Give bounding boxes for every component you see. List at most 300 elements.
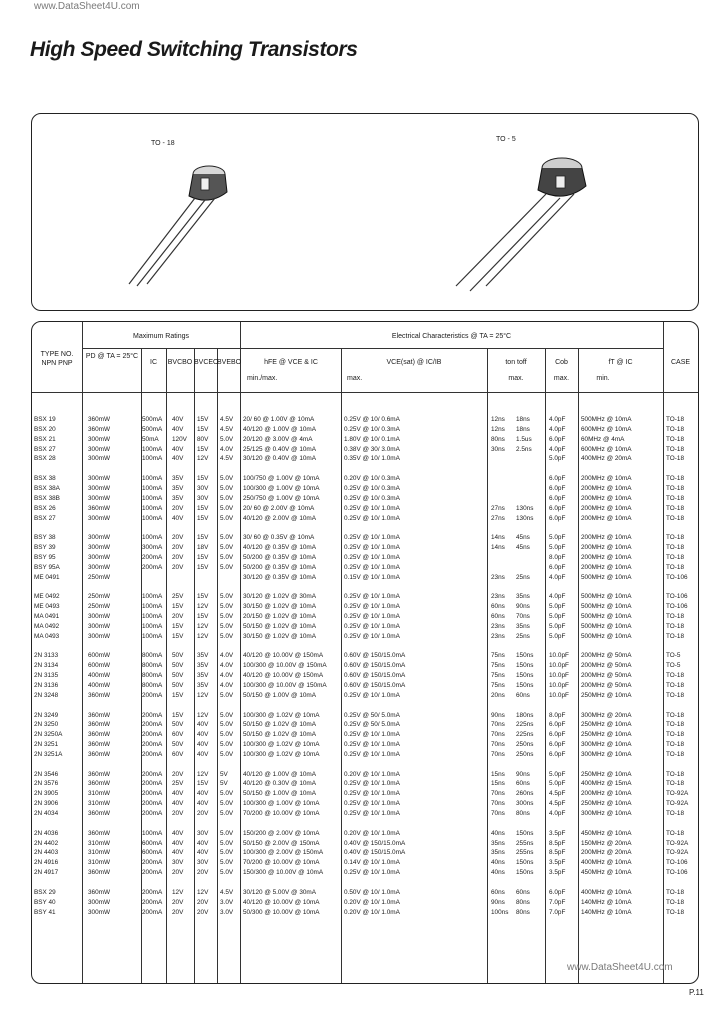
ft-cell: 500MHz @ 10mA — [581, 632, 632, 640]
type-cell: 2N 3546 — [34, 770, 59, 778]
ft-cell: 60MHz @ 4mA — [581, 435, 625, 443]
package-label-right: TO - 5 — [496, 136, 516, 143]
hfe-cell: 30/150 @ 1.02V @ 10mA — [243, 603, 317, 611]
bvebo-cell: 5.0V — [220, 859, 234, 867]
ton-cell: 60ns — [491, 603, 505, 611]
ic-cell: 100mA — [142, 829, 163, 837]
package-label-left: TO - 18 — [151, 140, 175, 147]
case-cell: TO-18 — [666, 770, 684, 778]
vcesat-cell: 0.25V @ 10/ 1.0mA — [344, 731, 400, 739]
vcesat-cell: 0.25V @ 10/ 1.0mA — [344, 869, 400, 877]
case-cell: TO-18 — [666, 908, 684, 916]
type-cell: 2N 3248 — [34, 691, 59, 699]
ft-cell: 200MHz @ 10mA — [581, 790, 632, 798]
bvcbo-cell: 40V — [172, 445, 184, 453]
vcesat-cell: 0.60V @ 150/15.0mA — [344, 652, 406, 660]
case-cell: TO-18 — [666, 731, 684, 739]
transistor-spec-table — [31, 321, 699, 984]
table-row — [32, 898, 698, 907]
cob-cell: 4.0pF — [549, 593, 566, 601]
table-row — [32, 553, 698, 562]
hfe-cell: 40/120 @ 0.30V @ 10mA — [243, 780, 317, 788]
hfe-cell: 70/200 @ 10.00V @ 10mA — [243, 810, 320, 817]
header-case: CASE — [670, 359, 691, 366]
ton-cell: 70ns — [491, 790, 505, 798]
table-row — [32, 720, 698, 729]
ft-cell: 140MHz @ 10mA — [581, 898, 632, 906]
table-row — [32, 582, 698, 591]
bvcbo-cell: 120V — [172, 435, 187, 443]
type-cell: 2N 3250A — [34, 731, 63, 739]
toff-cell: 90ns — [516, 603, 530, 611]
bvceo-cell: 20V — [197, 898, 209, 906]
pd-cell: 360mW — [88, 770, 111, 778]
vcesat-cell: 0.20V @ 10/ 1.0mA — [344, 829, 400, 837]
bvceo-cell: 12V — [197, 770, 209, 778]
type-cell: BSX 19 — [34, 416, 56, 423]
case-cell: TO-18 — [666, 504, 684, 512]
pd-cell: 360mW — [88, 750, 111, 758]
table-row — [32, 533, 698, 542]
hfe-cell: 40/120 @ 10.00V @ 10mA — [243, 898, 320, 906]
vcesat-cell: 0.20V @ 10/ 1.0mA — [344, 898, 400, 906]
bvcbo-cell: 35V — [172, 494, 184, 502]
bvceo-cell: 15V — [197, 534, 209, 542]
vcesat-cell: 0.25V @ 50/ 5.0mA — [344, 711, 400, 719]
header-vcesat: VCE(sat) @ IC/IB — [386, 359, 442, 366]
pd-cell: 300mW — [88, 898, 111, 906]
table-row — [32, 622, 698, 631]
page-title: High Speed Switching Transistors — [30, 38, 358, 61]
ft-cell: 250MHz @ 10mA — [581, 691, 632, 699]
cob-cell: 10.0pF — [549, 652, 569, 660]
hfe-cell: 100/750 @ 1.00V @ 10mA — [243, 475, 320, 483]
bvceo-cell: 40V — [197, 849, 209, 857]
ic-cell: 200mA — [142, 721, 163, 729]
type-cell: BSX 21 — [34, 435, 56, 443]
bvebo-cell: 5.0V — [220, 632, 234, 640]
ft-cell: 400MHz @ 10mA — [581, 859, 632, 867]
ic-cell: 100mA — [142, 632, 163, 640]
table-row — [32, 661, 698, 670]
pd-cell: 300mW — [88, 435, 111, 443]
ic-cell: 200mA — [142, 790, 163, 798]
bvceo-cell: 12V — [197, 632, 209, 640]
header-ton-sub: max. — [508, 375, 524, 382]
type-cell: 2N 4916 — [34, 859, 59, 867]
ic-cell: 200mA — [142, 691, 163, 699]
header-ton-toff: ton toff — [505, 359, 527, 366]
ft-cell: 250MHz @ 10mA — [581, 800, 632, 808]
case-cell: TO-18 — [666, 484, 684, 492]
table-row — [32, 523, 698, 532]
ton-cell: 14ns — [491, 534, 505, 542]
ic-cell: 800mA — [142, 672, 163, 680]
toff-cell: 35ns — [516, 593, 530, 601]
toff-cell: 150ns — [516, 652, 534, 660]
toff-cell: 225ns — [516, 731, 534, 739]
ton-cell: 12ns — [491, 416, 505, 423]
bvebo-cell: 5.0V — [220, 475, 234, 483]
bvceo-cell: 30V — [197, 829, 209, 837]
ft-cell: 500MHz @ 10mA — [581, 622, 632, 630]
vcesat-cell: 0.40V @ 150/15.0mA — [344, 849, 406, 857]
table-row — [32, 730, 698, 739]
table-row — [32, 425, 698, 434]
pd-cell: 310mW — [88, 790, 111, 798]
bvceo-cell: 12V — [197, 622, 209, 630]
bvebo-cell: 5.0V — [220, 731, 234, 739]
bvcbo-cell: 15V — [172, 603, 184, 611]
bvceo-cell: 15V — [197, 416, 209, 423]
vcesat-cell: 0.25V @ 10/ 1.0mA — [344, 544, 400, 552]
bvebo-cell: 5.0V — [220, 790, 234, 798]
vcesat-cell: 0.15V @ 10/ 1.0mA — [344, 573, 400, 581]
pd-cell: 360mW — [88, 425, 111, 433]
table-row — [32, 612, 698, 621]
cob-cell: 5.0pF — [549, 770, 566, 778]
case-cell: TO-18 — [666, 898, 684, 906]
pd-cell: 300mW — [88, 455, 111, 463]
ft-cell: 200MHz @ 10mA — [581, 553, 632, 561]
cob-cell: 6.0pF — [549, 563, 566, 571]
ft-cell: 300MHz @ 20mA — [581, 711, 632, 719]
header-ft-sub: min. — [596, 375, 610, 382]
vcesat-cell: 0.25V @ 10/ 1.0mA — [344, 534, 400, 542]
cob-cell: 6.0pF — [549, 504, 566, 512]
bvceo-cell: 12V — [197, 888, 209, 896]
bvcbo-cell: 20V — [172, 563, 184, 571]
ft-cell: 200MHz @ 10mA — [581, 475, 632, 483]
bvceo-cell: 15V — [197, 553, 209, 561]
pd-cell: 300mW — [88, 475, 111, 483]
bvebo-cell: 5.0V — [220, 829, 234, 837]
vcesat-cell: 0.20V @ 10/ 1.0mA — [344, 908, 400, 916]
hfe-cell: 30/150 @ 1.02V @ 10mA — [243, 632, 317, 640]
type-cell: 2N 3905 — [34, 790, 59, 798]
cob-cell: 7.0pF — [549, 908, 566, 916]
bvcbo-cell: 15V — [172, 691, 184, 699]
bvcbo-cell: 35V — [172, 484, 184, 492]
bvcbo-cell: 20V — [172, 869, 184, 877]
table-row — [32, 445, 698, 454]
bvebo-cell: 5.0V — [220, 553, 234, 561]
pd-cell: 300mW — [88, 544, 111, 552]
type-cell: 2N 4034 — [34, 810, 59, 817]
bvceo-cell: 12V — [197, 711, 209, 719]
bvebo-cell: 5.0V — [220, 869, 234, 877]
hfe-cell: 30/120 @ 0.40V @ 10mA — [243, 455, 317, 463]
ft-cell: 200MHz @ 10mA — [581, 544, 632, 552]
hfe-cell: 250/750 @ 1.00V @ 10mA — [243, 494, 320, 502]
ton-cell: 15ns — [491, 780, 505, 788]
bvcbo-cell: 60V — [172, 731, 184, 739]
vcesat-cell: 0.25V @ 10/ 1.0mA — [344, 691, 400, 699]
table-row — [32, 592, 698, 601]
toff-cell: 45ns — [516, 534, 530, 542]
type-cell: BSX 38A — [34, 484, 60, 492]
pd-cell: 360mW — [88, 780, 111, 788]
table-row — [32, 799, 698, 808]
table-row — [32, 415, 698, 424]
case-cell: TO-18 — [666, 416, 684, 423]
hfe-cell: 100/300 @ 10.00V @ 150mA — [243, 662, 327, 670]
vcesat-cell: 0.25V @ 10/ 1.0mA — [344, 613, 400, 620]
type-cell: BSY 41 — [34, 908, 56, 916]
cob-cell: 5.0pF — [549, 455, 566, 463]
cob-cell: 5.0pF — [549, 613, 566, 620]
table-row — [32, 642, 698, 651]
table-row — [32, 789, 698, 798]
toff-cell: 150ns — [516, 829, 534, 837]
vcesat-cell: 0.25V @ 10/ 0.3mA — [344, 425, 400, 433]
toff-cell: 150ns — [516, 869, 534, 877]
cob-cell: 10.0pF — [549, 662, 569, 670]
ton-cell: 14ns — [491, 544, 505, 552]
pd-cell: 310mW — [88, 849, 111, 857]
ft-cell: 300MHz @ 10mA — [581, 750, 632, 758]
toff-cell: 18ns — [516, 425, 530, 433]
header-ft: fT @ IC — [608, 359, 633, 366]
ton-cell: 80ns — [491, 435, 505, 443]
toff-cell: 255ns — [516, 849, 534, 857]
cob-cell: 8.0pF — [549, 553, 566, 561]
pd-cell: 250mW — [88, 593, 111, 601]
vcesat-cell: 0.25V @ 10/ 1.0mA — [344, 810, 400, 817]
table-row — [32, 454, 698, 463]
table-row — [32, 504, 698, 513]
table-row — [32, 474, 698, 483]
vcesat-cell: 0.20V @ 10/ 1.0mA — [344, 770, 400, 778]
type-cell: BSY 38 — [34, 534, 56, 542]
hfe-cell: 100/300 @ 1.02V @ 10mA — [243, 750, 320, 758]
bvceo-cell: 15V — [197, 504, 209, 512]
ton-cell: 27ns — [491, 514, 505, 522]
toff-cell: 150ns — [516, 672, 534, 680]
ft-cell: 200MHz @ 50mA — [581, 662, 632, 670]
ic-cell: 500mA — [142, 416, 163, 423]
bvceo-cell: 30V — [197, 484, 209, 492]
ic-cell: 100mA — [142, 494, 163, 502]
hfe-cell: 40/120 @ 10.00V @ 150mA — [243, 652, 324, 660]
package-illustration-box — [31, 113, 699, 311]
toff-cell: 80ns — [516, 908, 530, 916]
ft-cell: 500MHz @ 10mA — [581, 573, 632, 581]
table-row — [32, 711, 698, 720]
table-row — [32, 494, 698, 503]
ton-cell: 23ns — [491, 622, 505, 630]
case-cell: TO-92A — [666, 790, 689, 798]
type-cell: BSX 38 — [34, 475, 56, 483]
type-cell: ME 0491 — [34, 573, 60, 581]
ft-cell: 200MHz @ 10mA — [581, 494, 632, 502]
ft-cell: 200MHz @ 50mA — [581, 672, 632, 680]
ic-cell: 100mA — [142, 455, 163, 463]
bvceo-cell: 80V — [197, 435, 209, 443]
type-cell: BSX 28 — [34, 455, 56, 463]
header-bvceo: BVCEO — [194, 359, 219, 366]
pd-cell: 300mW — [88, 553, 111, 561]
toff-cell: 180ns — [516, 711, 534, 719]
vcesat-cell: 0.20V @ 10/ 0.3mA — [344, 475, 400, 483]
cob-cell: 6.0pF — [549, 494, 566, 502]
bvebo-cell: 4.0V — [220, 672, 234, 680]
type-cell: 2N 3134 — [34, 662, 59, 670]
table-row — [32, 543, 698, 552]
ft-cell: 250MHz @ 10mA — [581, 770, 632, 778]
ic-cell: 600mA — [142, 849, 163, 857]
bvebo-cell: 5.0V — [220, 711, 234, 719]
table-row — [32, 770, 698, 779]
hfe-cell: 50/200 @ 0.35V @ 10mA — [243, 563, 317, 571]
vcesat-cell: 0.38V @ 30/ 3.0mA — [344, 445, 400, 453]
case-cell: TO-106 — [666, 859, 688, 867]
cob-cell: 5.0pF — [549, 622, 566, 630]
table-row — [32, 651, 698, 660]
type-cell: BSX 27 — [34, 445, 56, 453]
case-cell: TO-18 — [666, 829, 684, 837]
toff-cell: 150ns — [516, 681, 534, 689]
bvebo-cell: 5.0V — [220, 534, 234, 542]
bvebo-cell: 5.0V — [220, 613, 234, 620]
ton-cell: 90ns — [491, 898, 505, 906]
case-cell: TO-106 — [666, 573, 688, 581]
hfe-cell: 150/200 @ 2.00V @ 10mA — [243, 829, 320, 837]
cob-cell: 3.5pF — [549, 859, 566, 867]
table-row — [32, 908, 698, 917]
ton-cell: 23ns — [491, 593, 505, 601]
bvebo-cell: 5.0V — [220, 563, 234, 571]
watermark-top: www.DataSheet4U.com — [34, 1, 140, 12]
toff-cell: 70ns — [516, 613, 530, 620]
ic-cell: 100mA — [142, 534, 163, 542]
bvceo-cell: 40V — [197, 800, 209, 808]
ton-cell: 75ns — [491, 672, 505, 680]
header-cob-sub: max. — [553, 375, 570, 382]
toff-cell: 25ns — [516, 632, 530, 640]
bvebo-cell: 3.0V — [220, 898, 234, 906]
case-cell: TO-92A — [666, 800, 689, 808]
to5-transistor-drawing — [442, 146, 602, 296]
pd-cell: 600mW — [88, 652, 111, 660]
ft-cell: 200MHz @ 10mA — [581, 504, 632, 512]
cob-cell: 10.0pF — [549, 672, 569, 680]
case-cell: TO-18 — [666, 475, 684, 483]
ic-cell: 100mA — [142, 603, 163, 611]
cob-cell: 8.5pF — [549, 849, 566, 857]
vcesat-cell: 0.60V @ 150/15.0mA — [344, 662, 406, 670]
case-cell: TO-18 — [666, 553, 684, 561]
ton-cell: 40ns — [491, 869, 505, 877]
ft-cell: 200MHz @ 20mA — [581, 849, 632, 857]
cob-cell: 6.0pF — [549, 484, 566, 492]
table-row — [32, 858, 698, 867]
table-row — [32, 740, 698, 749]
toff-cell: 225ns — [516, 721, 534, 729]
bvcbo-cell: 15V — [172, 632, 184, 640]
vcesat-cell: 0.50V @ 10/ 1.0mA — [344, 888, 400, 896]
pd-cell: 300mW — [88, 445, 111, 453]
bvcbo-cell: 40V — [172, 416, 184, 423]
cob-cell: 4.5pF — [549, 800, 566, 808]
bvcbo-cell: 40V — [172, 514, 184, 522]
bvceo-cell: 15V — [197, 780, 209, 788]
table-row — [32, 760, 698, 769]
ton-cell: 70ns — [491, 721, 505, 729]
cob-cell: 3.5pF — [549, 829, 566, 837]
ton-cell: 100ns — [491, 908, 509, 916]
ft-cell: 500MHz @ 10mA — [581, 593, 632, 601]
toff-cell: 80ns — [516, 810, 530, 817]
table-row — [32, 514, 698, 523]
bvebo-cell: 3.0V — [220, 908, 234, 916]
bvcbo-cell: 20V — [172, 534, 184, 542]
ft-cell: 400MHz @ 15mA — [581, 780, 632, 788]
header-bvebo: BVEBO — [217, 359, 242, 366]
ft-cell: 450MHz @ 10mA — [581, 829, 632, 837]
vcesat-cell: 0.25V @ 10/ 1.0mA — [344, 514, 400, 522]
pd-cell: 310mW — [88, 859, 111, 867]
ft-cell: 600MHz @ 10mA — [581, 445, 632, 453]
vcesat-cell: 0.25V @ 50/ 5.0mA — [344, 721, 400, 729]
bvebo-cell: 5.0V — [220, 494, 234, 502]
ft-cell: 400MHz @ 10mA — [581, 888, 632, 896]
vcesat-cell: 0.40V @ 150/15.0mA — [344, 839, 406, 847]
type-cell: 2N 4403 — [34, 849, 59, 857]
case-cell: TO-106 — [666, 603, 688, 611]
bvebo-cell: 5.0V — [220, 741, 234, 749]
ton-cell: 23ns — [491, 632, 505, 640]
type-cell: 2N 4036 — [34, 829, 59, 837]
case-cell: TO-18 — [666, 741, 684, 749]
bvebo-cell: 5.0V — [220, 839, 234, 847]
header-maximum-ratings: Maximum Ratings — [132, 333, 189, 340]
case-cell: TO-18 — [666, 494, 684, 502]
table-row — [32, 435, 698, 444]
cob-cell: 5.0pF — [549, 603, 566, 611]
to18-transistor-drawing — [117, 144, 247, 294]
type-cell: MA 0492 — [34, 622, 60, 630]
toff-cell: 2.5ns — [516, 445, 532, 453]
bvebo-cell: 4.5V — [220, 416, 234, 423]
ic-cell: 50mA — [142, 435, 159, 443]
ft-cell: 450MHz @ 10mA — [581, 869, 632, 877]
table-row — [32, 563, 698, 572]
ic-cell: 600mA — [142, 839, 163, 847]
bvcbo-cell: 40V — [172, 425, 184, 433]
case-cell: TO-18 — [666, 563, 684, 571]
ton-cell: 60ns — [491, 888, 505, 896]
toff-cell: 90ns — [516, 770, 530, 778]
bvceo-cell: 20V — [197, 810, 209, 817]
hfe-cell: 30/120 @ 5.00V @ 30mA — [243, 888, 317, 896]
vcesat-cell: 0.25V @ 10/ 1.0mA — [344, 750, 400, 758]
bvceo-cell: 12V — [197, 691, 209, 699]
pd-cell: 250mW — [88, 603, 111, 611]
bvebo-cell: 5.0V — [220, 849, 234, 857]
case-cell: TO-18 — [666, 888, 684, 896]
vcesat-cell: 0.25V @ 10/ 1.0mA — [344, 504, 400, 512]
ft-cell: 250MHz @ 10mA — [581, 721, 632, 729]
cob-cell: 8.0pF — [549, 711, 566, 719]
vcesat-cell: 0.25V @ 10/ 0.3mA — [344, 494, 400, 502]
bvebo-cell: 5.0V — [220, 721, 234, 729]
bvebo-cell: 5.0V — [220, 800, 234, 808]
hfe-cell: 50/300 @ 10.00V @ 10mA — [243, 908, 320, 916]
type-cell: 2N 4402 — [34, 839, 59, 847]
bvceo-cell: 40V — [197, 839, 209, 847]
hfe-cell: 100/300 @ 1.00V @ 10mA — [243, 800, 320, 808]
